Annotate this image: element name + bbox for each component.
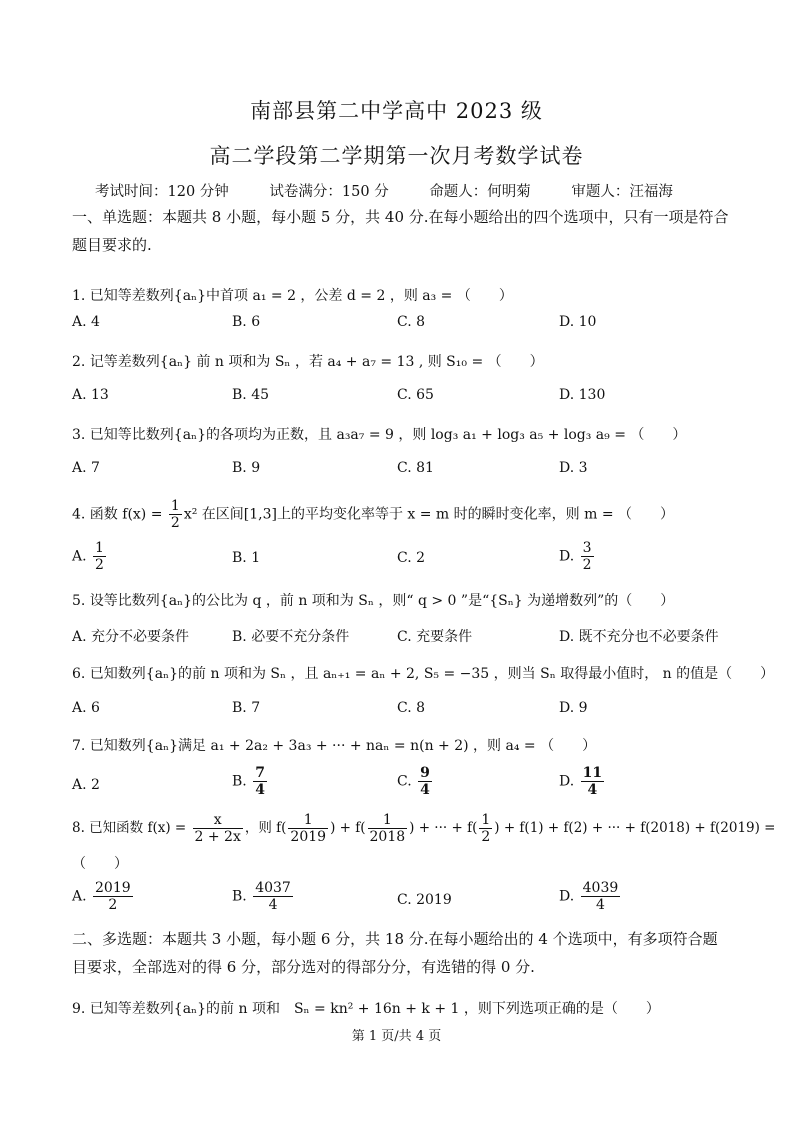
q2-option-b: B. 45 <box>232 387 270 403</box>
question-1-stem: 1. 已知等差数列{aₙ}中首项 a₁ = 2 ，公差 d = 2 ，则 a₃ = （ ） <box>72 288 513 304</box>
q8-stem-mid2: ) + f( <box>330 820 366 836</box>
q8-a3-num: 1 <box>481 812 491 828</box>
q3-option-a: A. 7 <box>72 460 100 476</box>
q7-option-b-fraction <box>253 765 267 798</box>
q4-option-d-fraction <box>581 540 594 573</box>
q6-option-d: D. 9 <box>559 700 588 716</box>
q8-optD-den: 4 <box>596 897 605 913</box>
q5-option-a: A. 充分不必要条件 <box>72 629 190 645</box>
q5-option-d: D. 既不充分也不必要条件 <box>559 629 719 645</box>
q8-stem-mid: ，则 f( <box>244 820 287 836</box>
q8-option-b-label: B. <box>232 888 247 905</box>
q4-option-a-label: A. <box>72 548 87 565</box>
q4-stem-post: x² 在区间[1,3]上的平均变化率等于 x = m 时的瞬时变化率，则 m = （ ） <box>183 506 675 523</box>
exam-author: 命题人：何明菊 <box>429 184 531 200</box>
q7-option-b-label: B. <box>232 773 247 790</box>
q4-option-a <box>72 540 108 573</box>
q2-option-c: C. 65 <box>397 387 434 403</box>
q7-option-d-fraction <box>581 765 604 798</box>
question-3-stem: 3. 已知等比数列{aₙ}的各项均为正数，且 a₃a₇ = 9 ，则 log₃ a₁ + log₃ a₅ + log₃ a₉ = （ ） <box>72 427 687 443</box>
q8-optB-num: 4037 <box>255 880 291 896</box>
q8-stem-post: ) + f(1) + f(2) + ··· + f(2018) + f(2019) = <box>494 820 776 836</box>
q7-b-num: 7 <box>255 765 265 781</box>
q4-coef-fraction <box>169 498 182 531</box>
q2-option-a: A. 13 <box>72 387 109 403</box>
q8-optB-den: 4 <box>268 897 278 913</box>
q7-c-den: 4 <box>420 782 430 798</box>
q8-option-a <box>72 880 135 913</box>
q4-coef-den: 2 <box>170 515 180 531</box>
exam-time: 考试时间：120 分钟 <box>95 184 229 200</box>
q4-a-den: 2 <box>95 557 104 573</box>
q8-stem-pre: 8. 已知函数 f(x) = <box>72 820 191 836</box>
q4-a-num: 1 <box>95 540 104 556</box>
question-5-stem: 5. 设等比数列{aₙ}的公比为 q ，前 n 项和为 Sₙ ，则“ q > 0 ”是“{Sₙ} 为递增数列”的（ ） <box>72 593 675 609</box>
q5-option-b: B. 必要不充分条件 <box>232 629 350 645</box>
q7-option-a: A. 2 <box>72 777 100 793</box>
question-4-stem <box>72 498 674 531</box>
q4-option-d-label: D. <box>559 548 575 565</box>
q1-option-a: A. 4 <box>72 314 100 330</box>
q7-option-d <box>559 765 606 798</box>
exam-reviewer: 审题人：汪福海 <box>571 184 673 200</box>
q1-option-d: D. 10 <box>559 314 597 330</box>
q8-a1-num: 1 <box>288 812 328 829</box>
q8-fx-den: 2 + 2x <box>194 829 241 845</box>
q4-d-num: 3 <box>582 540 592 556</box>
q8-option-b-fraction <box>253 880 293 913</box>
q7-option-b <box>232 765 269 798</box>
q8-stem-mid3: ) + ··· + f( <box>409 820 478 836</box>
q8-fx-fraction <box>193 812 243 845</box>
q8-fx-num: x <box>193 812 243 829</box>
question-8-stem <box>72 812 776 845</box>
q8-arg3-fraction <box>479 812 492 845</box>
q7-option-c-fraction <box>418 765 432 798</box>
section1-heading: 一、单选题：本题共 8 小题，每小题 5 分，共 40 分.在每小题给出的四个选项中，只有一项是符合题目要求的. <box>72 208 729 254</box>
q7-d-num: 11 <box>582 765 603 781</box>
page-footer: 第 1 页/共 4 页 <box>351 1029 442 1044</box>
q2-option-d: D. 130 <box>559 387 606 403</box>
q7-b-den: 4 <box>255 782 265 798</box>
q4-option-b: B. 1 <box>232 550 261 566</box>
q4-stem-pre: 4. 函数 f(x) = <box>72 506 167 523</box>
section2-heading: 二、多选题：本题共 3 小题，每小题 6 分，共 18 分.在每小题给出的 4 个选项中，有多项符合题目要求，全部选对的得 6 分，部分选对的得部分分，有选错的得 0 分. <box>72 930 718 976</box>
q4-d-den: 2 <box>582 557 592 573</box>
q7-option-d-label: D. <box>559 773 575 790</box>
q3-option-c: C. 81 <box>397 460 434 476</box>
q8-option-a-label: A. <box>72 888 87 905</box>
q3-option-d: D. 3 <box>559 460 588 476</box>
exam-meta <box>95 180 709 201</box>
q8-arg2-fraction <box>368 812 408 845</box>
q6-option-a: A. 6 <box>72 700 100 716</box>
q6-option-b: B. 7 <box>232 700 261 716</box>
exam-title: 高二学段第二学期第一次月考数学试卷 <box>209 144 584 168</box>
q8-option-a-fraction <box>93 880 133 913</box>
question-2-stem: 2. 记等差数列{aₙ} 前 n 项和为 Sₙ ，若 a₄ + a₇ = 13 , 则 S₁₀ = （ ） <box>72 354 544 370</box>
q7-c-num: 9 <box>420 765 430 781</box>
q8-a2-num: 1 <box>368 812 408 829</box>
question-8-stem-line2: （ ） <box>72 856 128 872</box>
q3-option-b: B. 9 <box>232 460 261 476</box>
q8-option-d <box>559 880 622 913</box>
q8-optA-num: 2019 <box>95 880 131 896</box>
q4-option-c: C. 2 <box>397 550 426 566</box>
q8-optA-den: 2 <box>108 897 118 913</box>
q7-option-c <box>397 765 434 798</box>
question-9-stem: 9. 已知等差数列{aₙ}的前 n 项和 Sₙ = kn² + 16n + k + 1 ，则下列选项正确的是（ ） <box>72 1001 660 1017</box>
exam-title-school: 南部县第二中学高中 2023 级 <box>250 99 543 123</box>
q1-option-b: B. 6 <box>232 314 261 330</box>
question-7-stem: 7. 已知数列{aₙ}满足 a₁ + 2a₂ + 3a₃ + ··· + naₙ = n(n + 2) ，则 a₄ = （ ） <box>72 738 597 754</box>
q1-option-c: C. 8 <box>397 314 426 330</box>
q6-option-c: C. 8 <box>397 700 426 716</box>
q4-option-d <box>559 540 596 573</box>
q8-option-b <box>232 880 295 913</box>
q8-a1-den: 2019 <box>290 829 327 845</box>
q8-option-d-label: D. <box>559 888 575 905</box>
exam-score: 试卷满分：150 分 <box>269 184 389 200</box>
q8-a3-den: 2 <box>481 829 491 845</box>
question-6-stem: 6. 已知数列{aₙ}的前 n 项和为 Sₙ ，且 aₙ₊₁ = aₙ + 2, S₅ = −35 ，则当 Sₙ 取得最小值时， n 的值是（ ） <box>72 666 775 682</box>
q8-arg1-fraction <box>288 812 328 845</box>
q4-coef-num: 1 <box>170 498 180 514</box>
q8-a2-den: 2018 <box>369 829 406 845</box>
q8-option-c: C. 2019 <box>397 892 452 908</box>
q4-option-a-fraction <box>93 540 106 573</box>
q7-option-c-label: C. <box>397 773 412 790</box>
q5-option-c: C. 充要条件 <box>397 629 473 645</box>
q8-option-d-fraction <box>581 880 621 913</box>
q7-d-den: 4 <box>587 782 598 798</box>
q8-optD-num: 4039 <box>582 880 619 896</box>
